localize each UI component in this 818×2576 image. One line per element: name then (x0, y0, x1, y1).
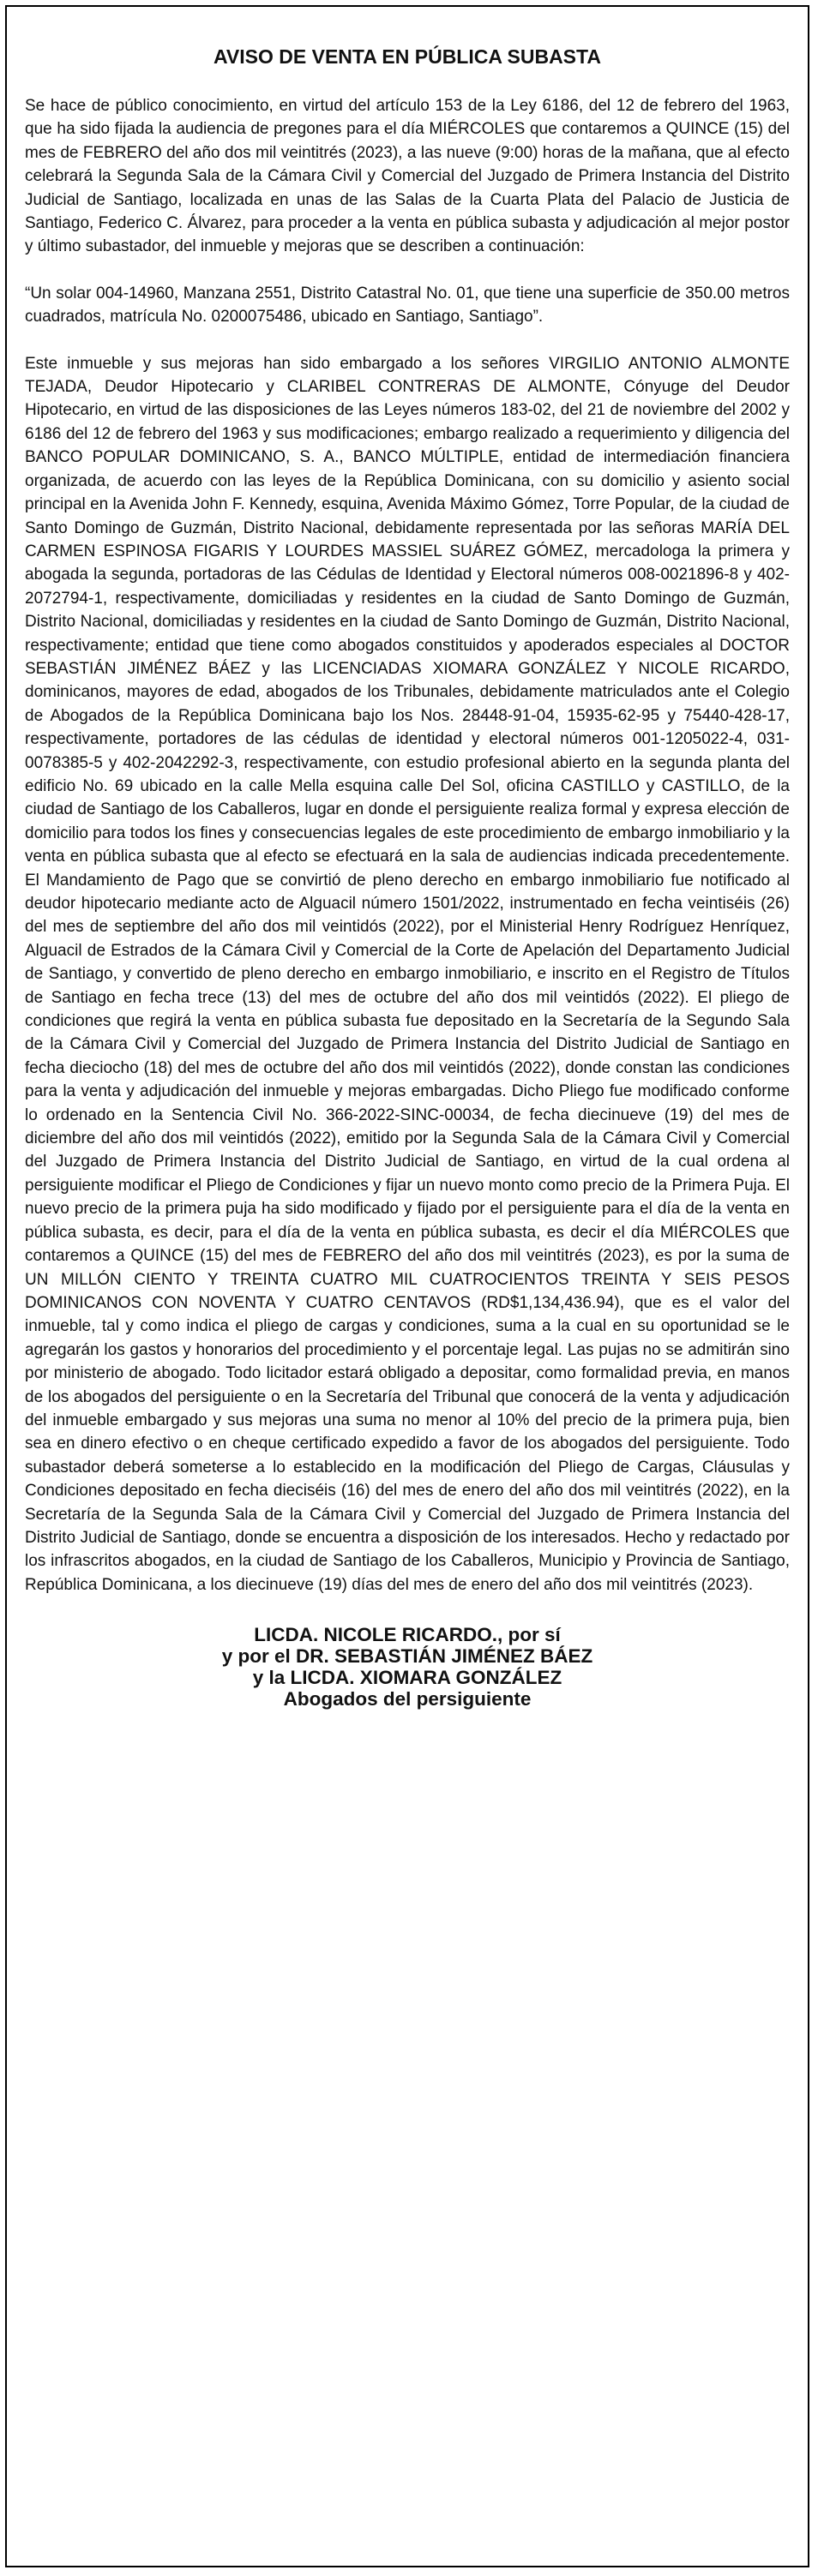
auction-notice (5, 5, 809, 2567)
signature-line: y por el DR. SEBASTIÁN JIMÉNEZ BÁEZ (221, 1645, 593, 1668)
paragraph-hearing-announcement: Se hace de público conocimiento, en virtud del artículo 153 de la Ley 6186, del 12 de febrero del 1963, que ha sido fijada la audiencia de pregones para el día MIÉRCOLES que contaremos a QUINCE (15) del mes de FEBRERO del año dos mil veintitrés (2023), a las nueve (9:00) horas de la mañana, que al efecto celebrará la Segunda Sala de la Cámara Civil y Comercial del Juzgado de Primera Instancia del Distrito Judicial de Santiago, localizada en unas de las Salas de la Cuarta Plata del Palacio de Justicia de Santiago, Federico C. Álvarez, para proceder a la venta en pública subasta y adjudicación al mejor postor y último subastador, del inmueble y mejoras que se describen a continuación: (25, 97, 790, 256)
signature-role: Abogados del persiguiente (283, 1688, 532, 1710)
signature-line: y la LICDA. XIOMARA GONZÁLEZ (252, 1667, 562, 1689)
signature-line: LICDA. NICOLE RICARDO., por sí (254, 1624, 561, 1646)
notice-title: AVISO DE VENTA EN PÚBLICA SUBASTA (214, 45, 601, 68)
signature-block (25, 1624, 790, 1710)
paragraph-property-description: “Un solar 004-14960, Manzana 2551, Distrito Catastral No. 01, que tiene una superficie de 350.00 metros cuadrados, matrícula No. 0200075486, ubicado en Santiago, Santiago”. (25, 284, 790, 326)
paragraph-seizure-details: Este inmueble y sus mejoras han sido embargado a los señores VIRGILIO ANTONIO ALMONTE TEJADA, Deudor Hipotecario y CLARIBEL CONTRERAS DE ALMONTE, Cónyuge del Deudor Hipotecario, en virtud de las disposiciones de las Leyes números 183-02, del 21 de noviembre del 2002 y 6186 del 12 de febrero del 1963 y sus modificaciones; embargo realizado a requerimiento y diligencia del BANCO POPULAR DOMINICANO, S. A., BANCO MÚLTIPLE, entidad de intermediación financiera organizada, de acuerdo con las leyes de la República Dominicana, con su domicilio y asiento social principal en la Avenida John F. Kennedy, esquina, Avenida Máximo Gómez, Torre Popular, de la ciudad de Santo Domingo de Guzmán, Distrito Nacional, debidamente representada por las señoras MARÍA DEL CARMEN ESPINOSA FIGARIS Y LOURDES MASSIEL SUÁREZ GÓMEZ, mercadologa la primera y abogada la segunda, portadoras de las Cédulas de Identidad y Electoral números 008-0021896-8 y 402-2072794-1, respectivamente, domiciliadas y residentes en la ciudad de Santo Domingo de Guzmán, Distrito Nacional, domiciliadas y residentes en la ciudad de Santo Domingo de Guzmán, Distrito Nacional, respectivamente; entidad que tiene como abogados constituidos y apoderados especiales al DOCTOR SEBASTIÁN JIMÉNEZ BÁEZ y las LICENCIADAS XIOMARA GONZÁLEZ Y NICOLE RICARDO, dominicanos, mayores de edad, abogados de los Tribunales, debidamente matriculados ante el Colegio de Abogados de la República Dominicana bajo los Nos. 28448-91-04, 15935-62-95 y 75440-428-17, respectivamente, portadores de las cédulas de identidad y electoral números 001-1205022-4, 031-0078385-5 y 402-2042292-3, respectivamente, con estudio profesional abierto en la segunda planta del edificio No. 69 ubicado en la calle Mella esquina calle Del Sol, oficina CASTILLO y CASTILLO, de la ciudad de Santiago de los Caballeros, lugar en donde el persiguiente realiza formal y expresa elección de domicilio para todos los fines y consecuencias legales de este procedimiento de embargo inmobiliario y la venta en pública subasta que al efecto se efectuará en la sala de audiencias indicada precedentemente. El Mandamiento de Pago que se convirtió de pleno derecho en embargo inmobiliario fue notificado al deudor hipotecario mediante acto de Alguacil número 1501/2022, instrumentado en fecha veintiséis (26) del mes de septiembre del año dos mil veintidós (2022), por el Ministerial Henry Rodríguez Henríquez, Alguacil de Estrados de la Cámara Civil y Comercial de la Corte de Apelación del Departamento Judicial de Santiago, y convertido de pleno derecho en embargo inmobiliario, e inscrito en el Registro de Títulos de Santiago en fecha trece (13) del mes de octubre del año dos mil veintidós (2022). El pliego de condiciones que regirá la venta en pública subasta fue depositado en la Secretaría de la Segundo Sala de la Cámara Civil y Comercial del Juzgado de Primera Instancia del Distrito Judicial de Santiago en fecha dieciocho (18) del mes de octubre del año dos mil veintidós (2022), donde constan las condiciones para la venta y adjudicación del inmueble y mejoras embargadas. Dicho Pliego fue modificado conforme lo ordenado en la Sentencia Civil No. 366-2022-SINC-00034, de fecha diecinueve (19) del mes de diciembre del año dos mil veintidós (2022), emitido por la Segunda Sala de la Cámara Civil y Comercial del Juzgado de Primera Instancia del Distrito Judicial de Santiago, en virtud de la cual ordena al persiguiente modificar el Pliego de Condiciones y fijar un nuevo monto como precio de la Primera Puja. El nuevo precio de la primera puja ha sido modificado y fijado por el persiguiente para el día de la venta en pública subasta, es decir, para el día de la venta en pública subasta, es decir el día MIÉRCOLES que contaremos a QUINCE (15) del mes de FEBRERO del año dos mil veintitrés (2023), es por la suma de UN MILLÓN CIENTO Y TREINTA CUATRO MIL CUATROCIENTOS TREINTA Y SEIS PESOS DOMINICANOS CON NOVENTA Y CUATRO CENTAVOS (RD$1,134,436.94), que es el valor del inmueble, tal y como indica el pliego de cargas y condiciones, suma a la cual en su oportunidad se le agregarán los gastos y honorarios del procedimiento y el porcentaje legal. Las pujas no se admitirán sino por ministerio de abogado. Todo licitador estará obligado a depositar, como formalidad previa, en manos de los abogados del persiguiente o en la Secretaría del Tribunal que conocerá de la venta y adjudicación del inmueble embargado y sus mejoras una suma no menor al 10% del precio de la primera puja, bien sea en dinero efectivo o en cheque certificado expedido a favor de los abogados del persiguiente. Todo subastador deberá someterse a lo establecido en la modificación del Pliego de Cargas, Cláusulas y Condiciones depositado en fecha dieciséis (16) del mes de enero del año dos mil veintitrés (2022), en la Secretaría de la Segunda Sala de la Cámara Civil y Comercial del Juzgado de Primera Instancia del Distrito Judicial de Santiago, donde se encuentra a disposición de los interesados. Hecho y redactado por los infrascritos abogados, en la ciudad de Santiago de los Caballeros, Municipio y Provincia de Santiago, República Dominicana, a los diecinueve (19) días del mes de enero del año dos mil veintitrés (2023). (25, 354, 790, 1594)
